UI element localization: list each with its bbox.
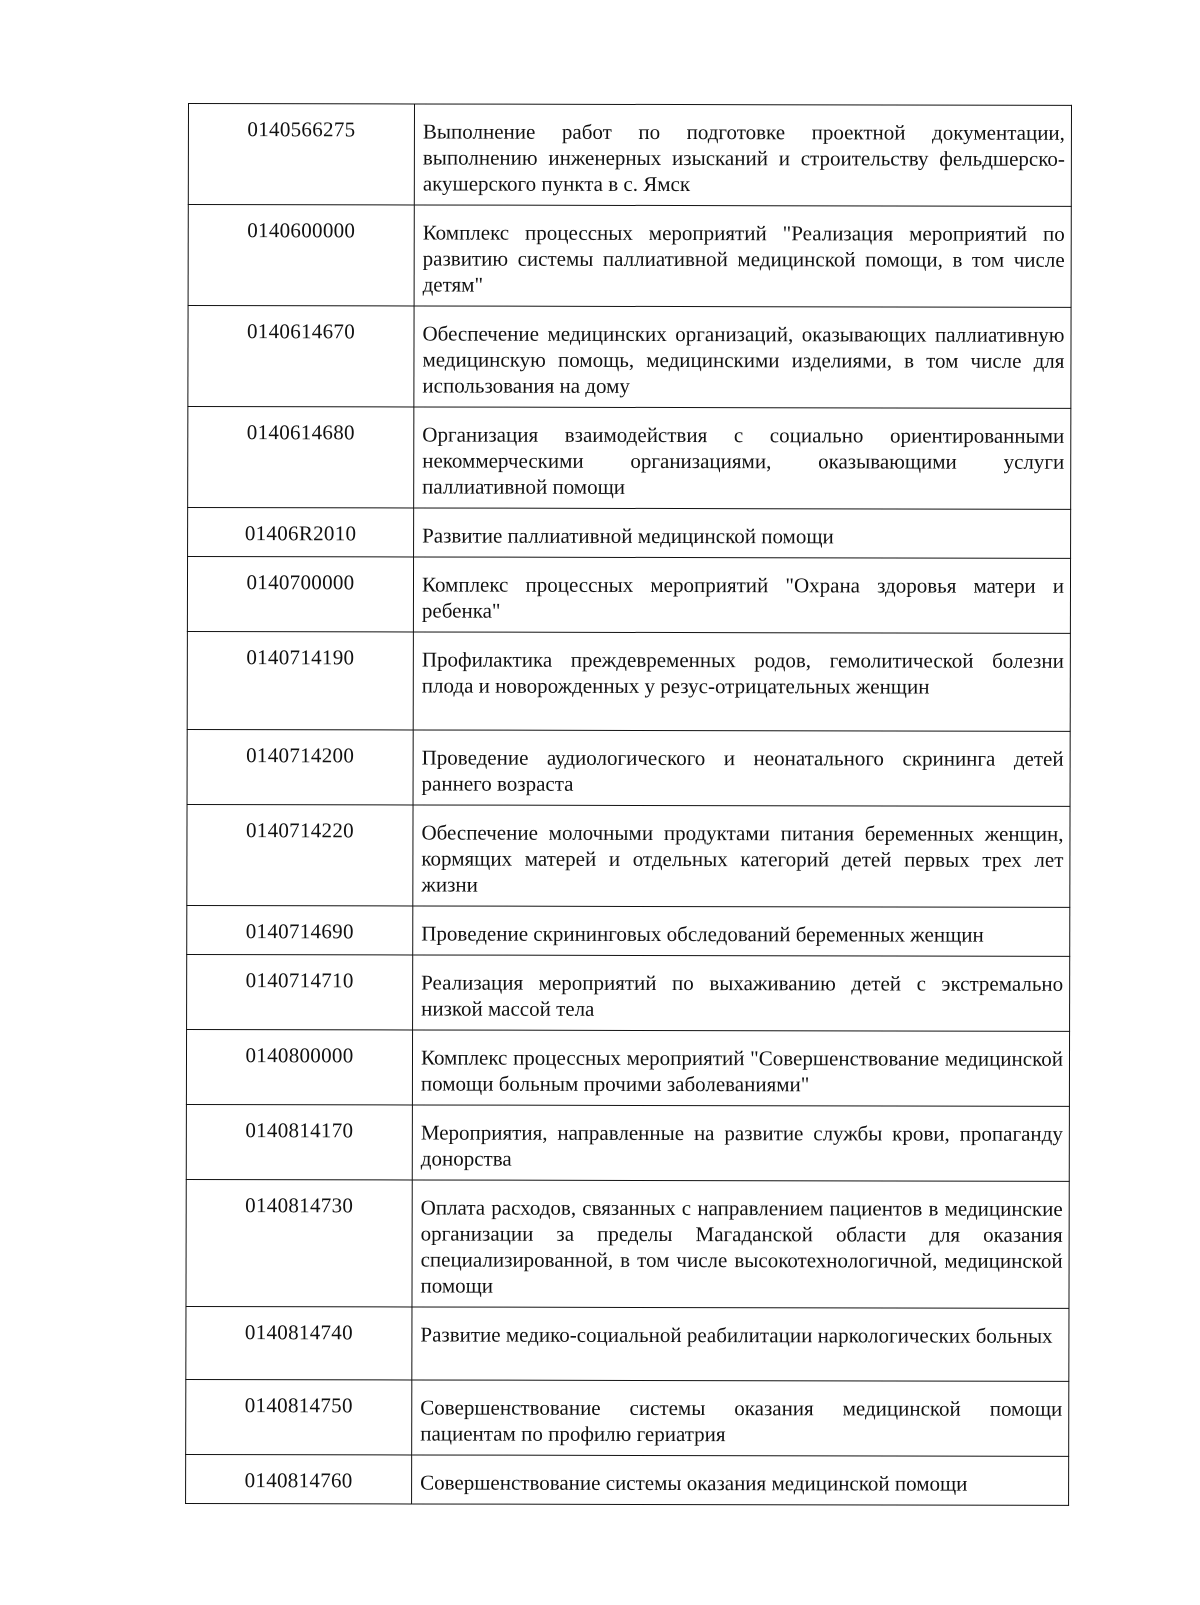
row-name: Мероприятия, направленные на развитие службы крови, пропаганду донорства	[412, 1105, 1069, 1181]
row-name: Совершенствование системы оказания медицинской помощи	[412, 1455, 1069, 1505]
row-code: 0140714190	[187, 631, 413, 729]
table-row	[188, 205, 1071, 308]
row-name: Оплата расходов, связанных с направлением пациентов в медицинские организации за пределы Магаданской области для оказания специализированной, в том числе высокотехнологичной, медицинской помощи	[412, 1180, 1069, 1308]
row-name: Комплекс процессных мероприятий "Совершенствование медицинской помощи больным прочими заболеваниями"	[412, 1030, 1069, 1106]
table-row	[187, 631, 1070, 731]
row-name: Проведение скрининговых обследований беременных женщин	[413, 906, 1070, 956]
row-name: Реализация мероприятий по выхаживанию детей с экстремально низкой массой тела	[413, 955, 1070, 1031]
row-code: 0140566275	[188, 104, 414, 205]
table-row	[186, 1379, 1069, 1456]
table-row	[187, 905, 1070, 956]
row-code: 0140800000	[186, 1029, 412, 1104]
table-row	[187, 804, 1070, 907]
row-code: 0140814170	[186, 1104, 412, 1179]
table-row	[188, 407, 1071, 510]
table-row	[186, 1454, 1069, 1505]
row-name: Развитие паллиативной медицинской помощи	[414, 508, 1071, 558]
table-row	[188, 306, 1071, 409]
table-row	[186, 1029, 1069, 1106]
row-name: Комплекс процессных мероприятий "Охрана здоровья матери и ребенка"	[413, 557, 1070, 633]
row-name: Обеспечение медицинских организаций, оказывающих паллиативную медицинскую помощь, медицинскими изделиями, в том числе для использования на дому	[414, 306, 1071, 408]
table-row	[187, 954, 1070, 1031]
budget-classification-table	[185, 103, 1072, 1506]
row-name: Совершенствование системы оказания медицинской помощи пациентам по профилю гериатрия	[412, 1380, 1069, 1456]
row-code: 0140814750	[186, 1379, 412, 1454]
row-name: Проведение аудиологического и неонатального скрининга детей раннего возраста	[413, 730, 1070, 806]
row-code: 0140614670	[188, 306, 414, 407]
row-code: 01406R2010	[188, 508, 414, 557]
row-name: Профилактика преждевременных родов, гемолитической болезни плода и новорожденных у резус-отрицательных женщин	[413, 632, 1070, 731]
table-row	[188, 104, 1071, 207]
table-row	[188, 508, 1071, 559]
table-row	[187, 557, 1070, 634]
row-name: Организация взаимодействия с социально ориентированными некоммерческими организациями, оказывающими услуги паллиативной помощи	[414, 407, 1071, 509]
row-name: Обеспечение молочными продуктами питания беременных женщин, кормящих матерей и отдельных категорий детей первых трех лет жизни	[413, 805, 1070, 907]
row-code: 0140814730	[186, 1179, 412, 1306]
row-code: 0140700000	[187, 557, 413, 632]
row-code: 0140714690	[187, 905, 413, 954]
table-row	[186, 1179, 1069, 1308]
row-code: 0140714200	[187, 729, 413, 804]
table-row	[186, 1306, 1069, 1381]
row-name: Комплекс процессных мероприятий "Реализация мероприятий по развитию системы паллиативной медицинской помощи, в том числе детям"	[414, 205, 1071, 307]
row-code: 0140614680	[188, 407, 414, 508]
row-code: 0140600000	[188, 205, 414, 306]
row-name: Выполнение работ по подготовке проектной документации, выполнению инженерных изысканий и строительству фельдшерско-акушерского пункта в с. Ямск	[414, 104, 1071, 206]
row-name: Развитие медико-социальной реабилитации наркологических больных	[412, 1307, 1069, 1381]
table-row	[187, 729, 1070, 806]
row-code: 0140814740	[186, 1306, 412, 1379]
row-code: 0140814760	[186, 1454, 412, 1503]
row-code: 0140714220	[187, 804, 413, 905]
table-row	[186, 1104, 1069, 1181]
row-code: 0140714710	[187, 954, 413, 1029]
